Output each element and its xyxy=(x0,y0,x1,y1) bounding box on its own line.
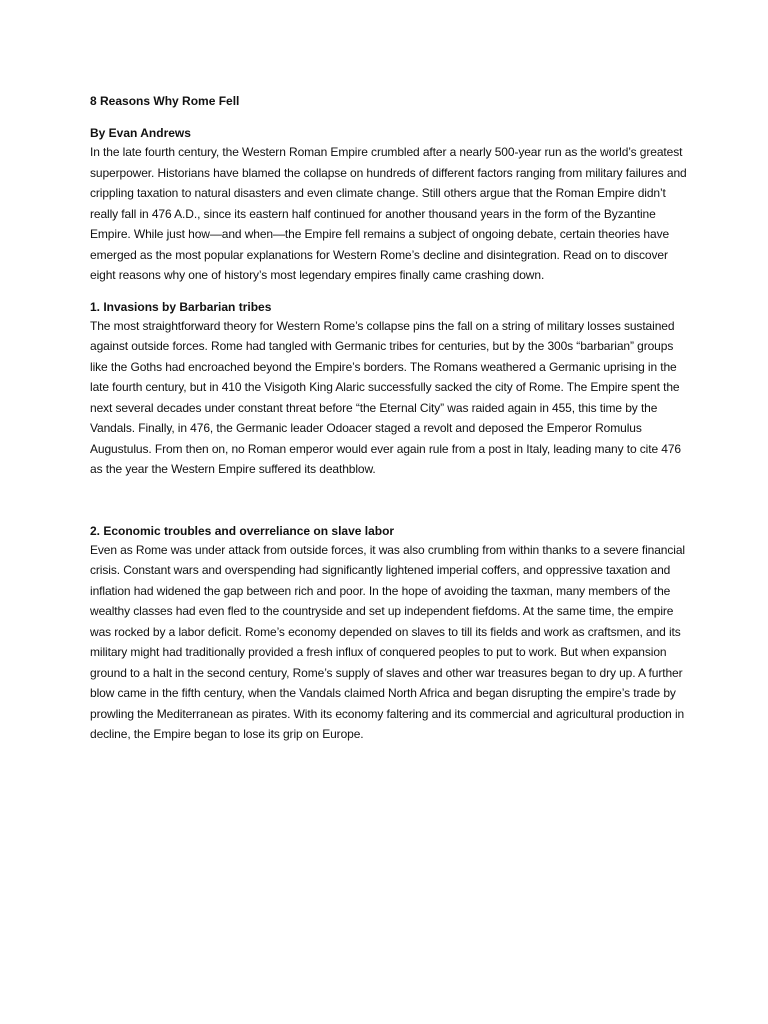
section-body-invasions: The most straightforward theory for Western Rome’s collapse pins the fall on a string of military losses sustained against outside forces. Rome had tangled with Germanic tribes for centuries, but by the 300s “barbarian” groups like the Goths had encroached beyond the Empire’s borders. The Romans weathered a Germanic uprising in the late fourth century, but in 410 the Visigoth King Alaric successfully sacked the city of Rome. The Empire spent the next several decades under constant threat before “the Eternal City” was raided again in 455, this time by the Vandals. Finally, in 476, the Germanic leader Odoacer staged a revolt and deposed the Emperor Romulus Augustulus. From then on, no Roman emperor would ever again rule from a post in Italy, leading many to cite 476 as the year the Western Empire suffered its deathblow. xyxy=(90,318,681,476)
intro-paragraph: In the late fourth century, the Western Roman Empire crumbled after a nearly 500-year run as the world’s greatest superpower. Historians have blamed the collapse on hundreds of different factors ranging from military failures and crippling taxation to natural disasters and even climate change. Still others argue that the Roman Empire didn’t really fall in 476 A.D., since its eastern half continued for another thousand years in the form of the Byzantine Empire. While just how—and when—the Empire fell remains a subject of ongoing debate, certain theories have emerged as the most popular explanations for Western Rome’s decline and disintegration. Read on to discover eight reasons why one of history’s most legendary empires finally came crashing down. xyxy=(90,145,687,282)
section-heading-economic: 2. Economic troubles and overreliance on slave labor xyxy=(90,523,395,538)
section-heading-invasions: 1. Invasions by Barbarian tribes xyxy=(90,299,272,314)
document-title: 8 Reasons Why Rome Fell xyxy=(90,94,240,108)
document-page xyxy=(90,92,690,745)
section-body-economic: Even as Rome was under attack from outside forces, it was also crumbling from within thanks to a severe financial crisis. Constant wars and overspending had significantly lightened imperial coffers, and oppressive taxation and inflation had widened the gap between rich and poor. In the hope of avoiding the taxman, many members of the wealthy classes had even fled to the countryside and set up independent fiefdoms. At the same time, the empire was rocked by a labor deficit. Rome’s economy depended on slaves to till its fields and work as craftsmen, and its military might had traditionally provided a fresh influx of conquered peoples to put to work. But when expansion ground to a halt in the second century, Rome’s supply of slaves and other war treasures began to dry up. A further blow came in the fifth century, when the Vandals claimed North Africa and began disrupting the empire’s trade by prowling the Mediterranean as pirates. With its economy faltering and its commercial and agricultural production in decline, the Empire began to lose its grip on Europe. xyxy=(90,542,685,741)
document-byline: By Evan Andrews xyxy=(90,126,191,140)
